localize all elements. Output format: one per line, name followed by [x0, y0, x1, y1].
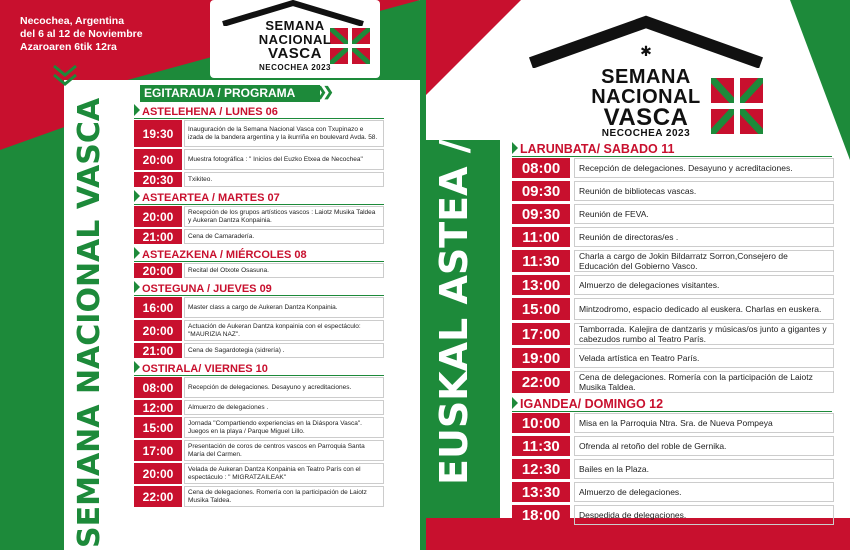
event-description: Reunión de bibliotecas vascas.: [574, 181, 834, 201]
day-header: [134, 281, 354, 296]
triangle-marker-icon: [134, 104, 140, 116]
event-description: Almuerzo de delegaciones.: [574, 482, 834, 502]
triangle-marker-icon: [134, 247, 140, 259]
day-underline: [134, 118, 384, 119]
event-description: Ofrenda al retoño del roble de Gernika.: [574, 436, 834, 456]
event-description: Velada artística en Teatro París.: [574, 348, 834, 368]
schedule-row: [134, 343, 384, 358]
logo-line3: VASCA: [603, 104, 689, 131]
event-description: Almuerzo de delegaciones visitantes.: [574, 275, 834, 295]
event-description: Master class a cargo de Aukeran Dantza Konpainia.: [184, 297, 384, 318]
event-description: Almuerzo de delegaciones .: [184, 400, 384, 415]
schedule-row: [512, 482, 834, 502]
schedule-row: [134, 400, 384, 415]
event-time: 12:00: [134, 400, 182, 415]
schedule-row: [134, 417, 384, 438]
day-title: ASTEARTEA / MARTES 07: [142, 192, 280, 204]
logo-line1: SEMANA: [601, 66, 691, 88]
day-title: IGANDEA/ DOMINGO 12: [520, 397, 664, 411]
vertical-title: SEMANA NACIONAL VASCA: [72, 97, 107, 548]
event-time: 18:00: [512, 505, 570, 525]
triangle-marker-icon: [134, 361, 140, 373]
logo-line4: NECOCHEA 2023: [601, 128, 691, 139]
event-info: [20, 15, 143, 54]
event-description: Actuación de Aukeran Dantza konpainia con el espectáculo: "MAURIZIA NAZ".: [184, 320, 384, 341]
event-time: 19:30: [134, 120, 182, 147]
info-location: Necochea, Argentina: [20, 15, 125, 27]
event-time: 20:00: [134, 149, 182, 170]
schedule-row: [134, 320, 384, 341]
schedule-row: [134, 463, 384, 484]
logo-line3: VASCA: [268, 45, 322, 62]
logo-line4: NECOCHEA 2023: [258, 63, 331, 72]
day-header: [134, 190, 354, 205]
program-header: EGITARAUA / PROGRAMA: [140, 85, 320, 102]
day-header: [134, 104, 354, 119]
event-description: Presentación de coros de centros vascos en Parroquia Santa María del Carmen.: [184, 440, 384, 461]
event-time: 20:00: [134, 320, 182, 341]
event-time: 20:00: [134, 463, 182, 484]
schedule-row: [134, 297, 384, 318]
triangle-marker-icon: [134, 281, 140, 293]
event-description: Recepción de los grupos artísticos vascos : Laiotz Musika Taldea y Aukeran Dantza Konpainia.: [184, 206, 384, 227]
schedule-row: [134, 206, 384, 227]
event-time: 15:00: [512, 298, 570, 320]
red-corner: [426, 0, 521, 95]
event-description: Cena de Sagardotegia (sidrería) .: [184, 343, 384, 358]
day-underline: [134, 295, 384, 296]
event-time: 22:00: [512, 371, 570, 393]
schedule-row: [512, 158, 834, 178]
event-time: 20:00: [134, 206, 182, 227]
event-description: Inauguración de la Semana Nacional Vasca con Txupinazo e izada de la bandera argentina y la ikurriña en boulevard Avda. 58.: [184, 120, 384, 147]
schedule-row: [512, 275, 834, 295]
schedule-row: [512, 323, 834, 345]
schedule-row: [512, 250, 834, 272]
schedule-row: [134, 263, 384, 278]
day-title: ASTEAZKENA / MIÉRCOLES 08: [142, 249, 307, 261]
event-time: 15:00: [134, 417, 182, 438]
event-description: Despedida de delegaciones.: [574, 505, 834, 525]
event-time: 19:00: [512, 348, 570, 368]
vertical-title: EUSKAL ASTEA /: [432, 139, 476, 485]
schedule-row: [512, 459, 834, 479]
right-poster: [426, 0, 850, 550]
schedule-row: [134, 149, 384, 170]
event-description: Bailes en la Plaza.: [574, 459, 834, 479]
event-time: 21:00: [134, 229, 182, 244]
event-time: 11:30: [512, 436, 570, 456]
day-title: LARUNBATA/ SABADO 11: [520, 142, 675, 156]
event-time: 12:30: [512, 459, 570, 479]
day-header: [512, 142, 832, 157]
event-description: Cena de Camaradería.: [184, 229, 384, 244]
logo-line2: NACIONAL: [258, 32, 332, 47]
schedule-row: [512, 413, 834, 433]
day-header: [134, 247, 354, 262]
event-description: Muestra fotográfica : " Inicios del Euzko Etxea de Necochea": [184, 149, 384, 170]
left-poster: [0, 0, 420, 550]
event-logo: [210, 0, 380, 78]
event-time: 22:00: [134, 486, 182, 507]
event-description: Recital del Otxote Osasuna.: [184, 263, 384, 278]
event-time: 17:00: [512, 323, 570, 345]
event-time: 10:00: [512, 413, 570, 433]
schedule-row: [134, 377, 384, 398]
event-time: 09:30: [512, 181, 570, 201]
event-description: Reunión de FEVA.: [574, 204, 834, 224]
event-description: Tamborrada. Kalejira de dantzaris y músicas/os junto a gigantes y cabezudos rumbo al Teatro París.: [574, 323, 834, 345]
schedule-row: [134, 172, 384, 187]
schedule-row: [512, 298, 834, 320]
event-time: 13:00: [512, 275, 570, 295]
svg-text:✱: ✱: [640, 43, 652, 59]
event-time: 08:00: [134, 377, 182, 398]
day-underline: [134, 261, 384, 262]
house-roof-icon: [521, 8, 771, 68]
schedule-row: [512, 181, 834, 201]
event-logo: [521, 8, 771, 138]
schedule-row: [134, 486, 384, 507]
event-description: Txikiteo.: [184, 172, 384, 187]
event-time: 11:30: [512, 250, 570, 272]
schedule-row: [512, 436, 834, 456]
schedule-row: [512, 204, 834, 224]
day-title: ASTELEHENA / LUNES 06: [142, 106, 278, 118]
double-chevron-right-icon: ❯❯: [316, 84, 330, 99]
schedule-row: [512, 505, 834, 525]
event-description: Jornada "Compartiendo experiencias en la Diáspora Vasca". Juegos en la playa / Parque Miguel Lillo.: [184, 417, 384, 438]
event-description: Recepción de delegaciones. Desayuno y acreditaciones.: [184, 377, 384, 398]
schedule-row: [512, 227, 834, 247]
event-description: Cena de delegaciones. Romería con la participación de Laiotz Musika Taldea.: [184, 486, 384, 507]
event-time: 21:00: [134, 343, 182, 358]
day-header: [512, 397, 832, 412]
event-time: 13:30: [512, 482, 570, 502]
logo-line2: NACIONAL: [591, 86, 701, 108]
event-time: 17:00: [134, 440, 182, 461]
event-description: Mintzodromo, espacio dedicado al euskera. Charlas en euskera.: [574, 298, 834, 320]
event-time: 09:30: [512, 204, 570, 224]
day-underline: [134, 204, 384, 205]
event-description: Misa en la Parroquia Ntra. Sra. de Nueva Pompeya: [574, 413, 834, 433]
chevron-down-icon: [52, 62, 78, 88]
day-header: [134, 361, 354, 376]
day-underline: [134, 375, 384, 376]
event-description: Cena de delegaciones. Romería con la participación de Laiotz Musika Taldea.: [574, 371, 834, 393]
day-underline: [512, 411, 832, 412]
event-description: Recepción de delegaciones. Desayuno y acreditaciones.: [574, 158, 834, 178]
schedule-row: [134, 440, 384, 461]
day-title: OSTIRALA/ VIERNES 10: [142, 363, 268, 375]
schedule-row: [512, 371, 834, 393]
event-description: Charla a cargo de Jokin Bildarratz Sorron,Consejero de Educación del Gobierno Vasco.: [574, 250, 834, 272]
day-underline: [512, 156, 832, 157]
event-time: 08:00: [512, 158, 570, 178]
info-dates: del 6 al 12 de Noviembre: [20, 28, 143, 40]
triangle-marker-icon: [134, 190, 140, 202]
day-title: OSTEGUNA / JUEVES 09: [142, 283, 272, 295]
event-time: 20:30: [134, 172, 182, 187]
info-dates-basque: Azaroaren 6tik 12ra: [20, 41, 117, 53]
event-description: Reunión de directoras/es .: [574, 227, 834, 247]
green-corner: [790, 0, 850, 160]
event-description: Velada de Aukeran Dantza Konpainia en Teatro París con el espectáculo : " MIGRATZAILEAK": [184, 463, 384, 484]
event-time: 20:00: [134, 263, 182, 278]
triangle-marker-icon: [512, 397, 518, 409]
schedule-row: [134, 229, 384, 244]
schedule-row: [512, 348, 834, 368]
schedule-row: [134, 120, 384, 147]
event-time: 11:00: [512, 227, 570, 247]
event-time: 16:00: [134, 297, 182, 318]
triangle-marker-icon: [512, 142, 518, 154]
logo-line1: SEMANA: [265, 18, 325, 33]
